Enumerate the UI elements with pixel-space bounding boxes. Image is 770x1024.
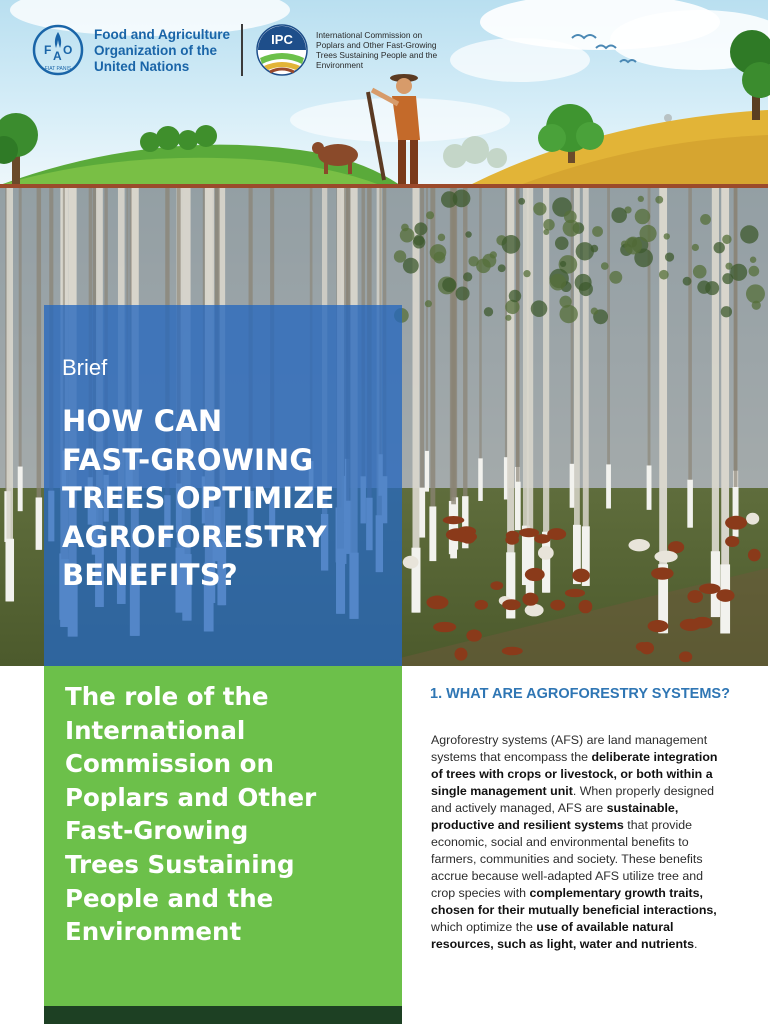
leaf-cluster (523, 270, 530, 277)
trunk-guard (429, 506, 436, 561)
leaf-cluster (692, 244, 699, 251)
leaf-cluster (721, 306, 732, 317)
leaf-cluster (722, 235, 731, 244)
leaf-cluster (484, 307, 493, 316)
fao-name (94, 27, 244, 75)
subtitle-line: Environment (65, 917, 242, 947)
document-type-label: Brief (62, 355, 108, 380)
chicken (680, 619, 702, 631)
leaf-cluster (576, 242, 594, 260)
tree-trunk (426, 188, 428, 492)
leaf-cluster (752, 301, 761, 310)
trunk-guard (606, 464, 611, 508)
leaf-cluster (555, 236, 569, 250)
leaf-cluster (425, 300, 432, 307)
chicken (505, 535, 519, 545)
body-run-bold: complementary growth traits, chosen for their mutually beneficial interactions, (431, 886, 717, 917)
body-run-bold: sustainable, productive and resilient systems (431, 801, 679, 832)
leaf-cluster (533, 202, 546, 215)
fao-logo (32, 24, 84, 76)
trunk-guard (570, 464, 575, 508)
subtitle-line: The role of the (65, 682, 269, 711)
tree-trunk (19, 188, 22, 511)
title-line: AGROFORESTRY (62, 519, 327, 554)
trunk-guard (478, 458, 483, 501)
leaf-cluster (430, 244, 447, 261)
chicken (648, 620, 669, 632)
body-run: Agroforestry systems (AFS) are land management systems that encompass the (431, 733, 708, 764)
leaf-cluster (498, 264, 506, 272)
chicken (579, 600, 593, 613)
ipc-logo-text: IPC (271, 32, 293, 47)
leaf-cluster (579, 282, 593, 296)
leaf-cluster (442, 278, 456, 292)
chicken (522, 593, 538, 606)
tree-trunk (734, 188, 738, 537)
leaf-cluster (700, 214, 711, 225)
chicken (748, 549, 761, 562)
leaf-cluster (740, 225, 758, 243)
leaf-cluster (543, 229, 549, 235)
leaf-cluster (665, 252, 674, 261)
leaf-cluster (549, 274, 566, 291)
body-run-bold: deliberate integration of trees with crops or livestock, or both within a single management unit (431, 750, 718, 798)
tree-trunk (607, 188, 610, 508)
leaf-cluster (750, 256, 756, 262)
chicken (443, 516, 464, 524)
leaf-cluster (746, 284, 765, 303)
subtitle-panel-footer (44, 1006, 402, 1024)
leaf-cluster (401, 224, 409, 232)
chicken (525, 604, 544, 617)
leaf-cluster (609, 271, 622, 284)
chicken (699, 583, 721, 594)
tree-trunk (37, 188, 41, 550)
subtitle-line: Commission on (65, 749, 274, 779)
header-illustration (0, 0, 768, 188)
leaf-cluster (543, 219, 554, 230)
trunk-guard (526, 536, 534, 598)
chicken (455, 531, 477, 543)
chicken (466, 629, 482, 641)
body-run: that provide economic, social and environmental benefits to farmers, communities and society. These benefits accrue because well-adapted AFS utilize tree and crop species with (431, 818, 704, 900)
fao-logo-letter-o: O (63, 43, 73, 57)
subtitle-line: Trees Sustaining (65, 849, 295, 879)
leaf-cluster (639, 225, 656, 242)
chicken (651, 567, 673, 579)
leaf-cluster (518, 198, 525, 205)
leaf-cluster (560, 261, 566, 267)
leaf-cluster (635, 209, 650, 224)
leaf-cluster (659, 270, 669, 280)
leaf-cluster (601, 262, 609, 270)
leaf-cluster (426, 211, 434, 219)
fao-motto: FIAT PANIS (44, 66, 72, 72)
fao-name-line: Organization of the (94, 43, 217, 58)
title-line: FAST-GROWING (62, 442, 314, 477)
photo-credit: ©FAO/J. Carle (722, 775, 732, 834)
trunk-guard (425, 451, 429, 492)
chicken (538, 546, 554, 560)
leaf-cluster (559, 305, 577, 323)
leaf-cluster (531, 300, 548, 317)
leaf-cluster (592, 226, 603, 237)
tree-trunk (479, 188, 482, 501)
section-body (431, 732, 729, 953)
leaf-cluster (683, 277, 692, 286)
leaf-cluster (463, 272, 472, 281)
chicken (490, 581, 503, 590)
chicken (547, 528, 566, 540)
ipc-name-line: Environment (316, 60, 364, 70)
chicken (640, 642, 654, 655)
fao-logo-letter-f: F (44, 43, 52, 57)
chicken (426, 596, 448, 610)
chicken (654, 551, 677, 563)
leaf-cluster (563, 220, 580, 237)
chicken (628, 539, 649, 551)
leaf-cluster (638, 196, 644, 202)
fao-name-line: Food and Agriculture (94, 27, 230, 42)
chicken (502, 647, 523, 656)
body-run: which optimize the (431, 920, 537, 934)
leaf-cluster (722, 273, 733, 284)
body-run: . When properly designed and actively managed, AFS are (431, 784, 715, 815)
page-title (62, 402, 392, 595)
ipc-name (316, 30, 466, 70)
trunk-guard (687, 480, 693, 528)
leaf-cluster (693, 265, 707, 279)
ipc-name-line: Trees Sustaining People and the (316, 50, 438, 60)
trunk-guard (18, 467, 23, 512)
leaf-cluster (502, 235, 521, 254)
subtitle (65, 680, 385, 949)
subtitle-line: People and the (65, 883, 274, 913)
chicken (454, 648, 467, 661)
leaf-cluster (476, 259, 491, 274)
leaf-cluster (456, 287, 470, 301)
tree-trunk (505, 188, 507, 499)
chicken (519, 528, 539, 537)
chicken (475, 600, 488, 610)
chicken (403, 556, 419, 569)
trunk-guard (36, 497, 42, 549)
leaf-cluster (414, 222, 427, 235)
title-line: HOW CAN (62, 404, 223, 438)
chicken (572, 569, 590, 583)
tree-trunk (451, 188, 456, 558)
leaf-cluster (441, 191, 457, 207)
leaf-cluster (559, 296, 571, 308)
subtitle-line: International (65, 715, 246, 745)
body-run-bold: use of available natural resources, such as light, water and nutrients (431, 920, 695, 951)
subtitle-line: Poplars and Other (65, 782, 317, 812)
leaf-cluster (749, 266, 760, 277)
chicken (725, 516, 747, 530)
trunk-guard (515, 482, 521, 530)
chicken (679, 651, 692, 662)
ipc-logo (256, 24, 308, 76)
chicken (687, 590, 703, 603)
leaf-cluster (624, 237, 642, 255)
leaf-cluster (664, 233, 670, 239)
body-run: . (694, 937, 698, 951)
subtitle-line: Fast-Growing (65, 816, 249, 846)
tree-trunk (688, 188, 692, 528)
fao-name-line: United Nations (94, 59, 190, 74)
chicken (725, 536, 739, 547)
tree-trunk (463, 188, 467, 548)
leaf-cluster (591, 308, 598, 315)
fao-logo-letter-a: A (53, 49, 62, 63)
trunk-guard (5, 539, 14, 602)
leaf-cluster (438, 234, 445, 241)
section-heading: 1. WHAT ARE AGROFORESTRY SYSTEMS? (430, 686, 730, 702)
leaf-cluster (509, 290, 521, 302)
leaf-cluster (465, 231, 471, 237)
ipc-name-line: International Commission on (316, 30, 423, 40)
leaf-cluster (505, 300, 519, 314)
trunk-guard (647, 465, 652, 509)
leaf-cluster (655, 196, 663, 204)
trunk-guard (419, 488, 425, 538)
leaf-cluster (505, 315, 511, 321)
leaf-cluster (394, 250, 406, 262)
leaf-cluster (714, 242, 725, 253)
leaf-cluster (413, 235, 424, 246)
tree-trunk (430, 188, 435, 561)
chicken (565, 589, 585, 598)
chicken (746, 513, 759, 525)
logo-divider (241, 24, 243, 76)
leaf-cluster (490, 251, 497, 258)
title-line: BENEFITS? (62, 558, 238, 592)
chicken (550, 600, 565, 611)
leaf-cluster (403, 258, 419, 274)
leaf-cluster (611, 207, 627, 223)
leaf-cluster (705, 281, 719, 295)
ipc-name-line: Poplars and Other Fast-Growing (316, 40, 437, 50)
title-line: TREES OPTIMIZE (62, 481, 335, 515)
chicken (525, 568, 545, 581)
chicken (502, 599, 521, 610)
chicken (433, 622, 456, 632)
